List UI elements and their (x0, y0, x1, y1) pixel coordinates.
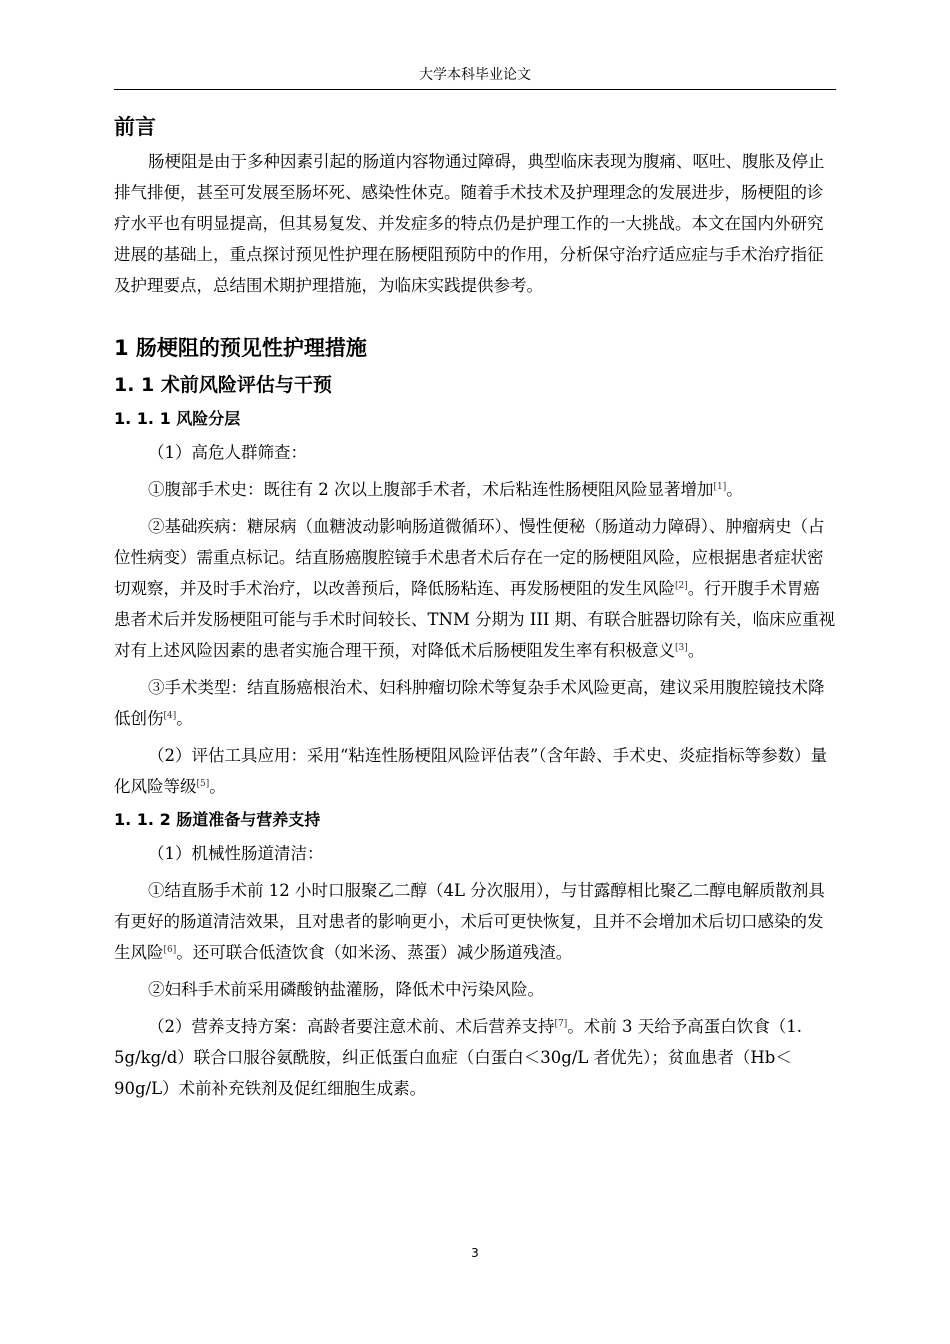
page-number: 3 (471, 1246, 479, 1260)
preface-heading: 前言 (114, 115, 156, 139)
text-run: ③手术类型：结直肠癌根治术、妇科肿瘤切除术等复杂手术风险更高，建议采用腹腔镜技术降低创伤 (114, 678, 825, 728)
text-run: 。行开腹手术胃癌患者术后并发肠梗阻可能与手术时间较长、TNM 分期为 III 期、有联合脏器切除有关，临床应重视对有上述风险因素的患者实施合理干预，对降低术后肠梗阻发生率有积极意义 (114, 579, 836, 660)
text-run: （2）营养支持方案：高龄者要注意术前、术后营养支持 (148, 1017, 555, 1036)
section-1-1-1-heading: 1. 1. 1 风险分层 (114, 409, 241, 428)
section-1-1-2-heading: 1. 1. 2 肠道准备与营养支持 (114, 810, 321, 829)
paragraph-surgery-history (114, 474, 836, 505)
page-header: 大学本科毕业论文 (419, 67, 531, 83)
text-run: 。 (176, 709, 193, 728)
section-1-heading: 1 肠梗阻的预见性护理措施 (114, 336, 367, 360)
paragraph-underlying-disease (114, 511, 836, 666)
text-run: ①腹部手术史：既往有 2 次以上腹部手术者，术后粘连性肠梗阻风险显著增加 (148, 480, 714, 499)
page-body (114, 112, 836, 1104)
citation-7: [7] (554, 1019, 568, 1029)
header-rule (114, 89, 836, 90)
paragraph-bowel-cleansing: （1）机械性肠道清洁： (148, 844, 324, 863)
citation-3: [3] (675, 643, 688, 653)
text-run: ②基础疾病：糖尿病（血糖波动影响肠道微循环）、慢性便秘（肠道动力障碍）、肿瘤病史（占位性病变）需重点标记。结直肠癌腹腔镜手术患者术后存在一定的肠梗阻风险，应根据患者症状密切观察，并及时手术治疗，以改善预后，降低肠粘连、再发肠梗阻的发生风险 (114, 517, 825, 598)
citation-1: [1] (713, 482, 727, 492)
section-1-1-heading: 1. 1 术前风险评估与干预 (114, 374, 332, 396)
text-run: ①结直肠手术前 12 小时口服聚乙二醇（4L 分次服用），与甘露醇相比聚乙二醇电解质散剂具有更好的肠道清洁效果，且对患者的影响更小，术后可更快恢复，且并不会增加术后切口感染的发生风险 (114, 881, 825, 962)
paragraph-nutrition-support (114, 1011, 836, 1104)
citation-2: [2] (675, 581, 688, 591)
preface-paragraph: 肠梗阻是由于多种因素引起的肠道内容物通过障碍，典型临床表现为腹痛、呕吐、腹胀及停止排气排便，甚至可发展至肠坏死、感染性休克。随着手术技术及护理理念的发展进步，肠梗阻的诊疗水平也有明显提高，但其易复发、并发症多的特点仍是护理工作的一大挑战。本文在国内外研究进展的基础上，重点探讨预见性护理在肠梗阻预防中的作用，分析保守治疗适应症与手术治疗指征及护理要点，总结围术期护理措施，为临床实践提供参考。 (114, 152, 825, 295)
paragraph-colorectal-prep (114, 875, 836, 968)
paragraph-gynecologic-prep: ②妇科手术前采用磷酸钠盐灌肠，降低术中污染风险。 (148, 980, 544, 999)
paragraph-assessment-tool (114, 740, 836, 802)
paragraph-surgery-type (114, 672, 836, 734)
citation-4: [4] (163, 711, 177, 721)
text-run: 。还可联合低渣饮食（如米汤、蒸蛋）减少肠道残渣。 (176, 943, 573, 962)
citation-6: [6] (163, 945, 177, 955)
citation-5: [5] (196, 779, 210, 789)
text-run: 。 (209, 777, 226, 796)
text-run: 。 (726, 480, 743, 499)
text-run: （2）评估工具应用：采用“粘连性肠梗阻风险评估表”（含年龄、手术史、炎症指标等参数）量化风险等级 (114, 746, 828, 796)
text-run: 。 (687, 641, 705, 660)
paragraph-high-risk-screening: （1）高危人群筛查： (148, 443, 307, 462)
text-run: 。术前 3 天给予高蛋白饮食（1. 5g/kg/d）联合口服谷氨酰胺，纠正低蛋白血症（白蛋白＜30g/L 者优先）；贫血患者（Hb＜90g/L）术前补充铁剂及促红细胞生成素。 (114, 1017, 802, 1098)
